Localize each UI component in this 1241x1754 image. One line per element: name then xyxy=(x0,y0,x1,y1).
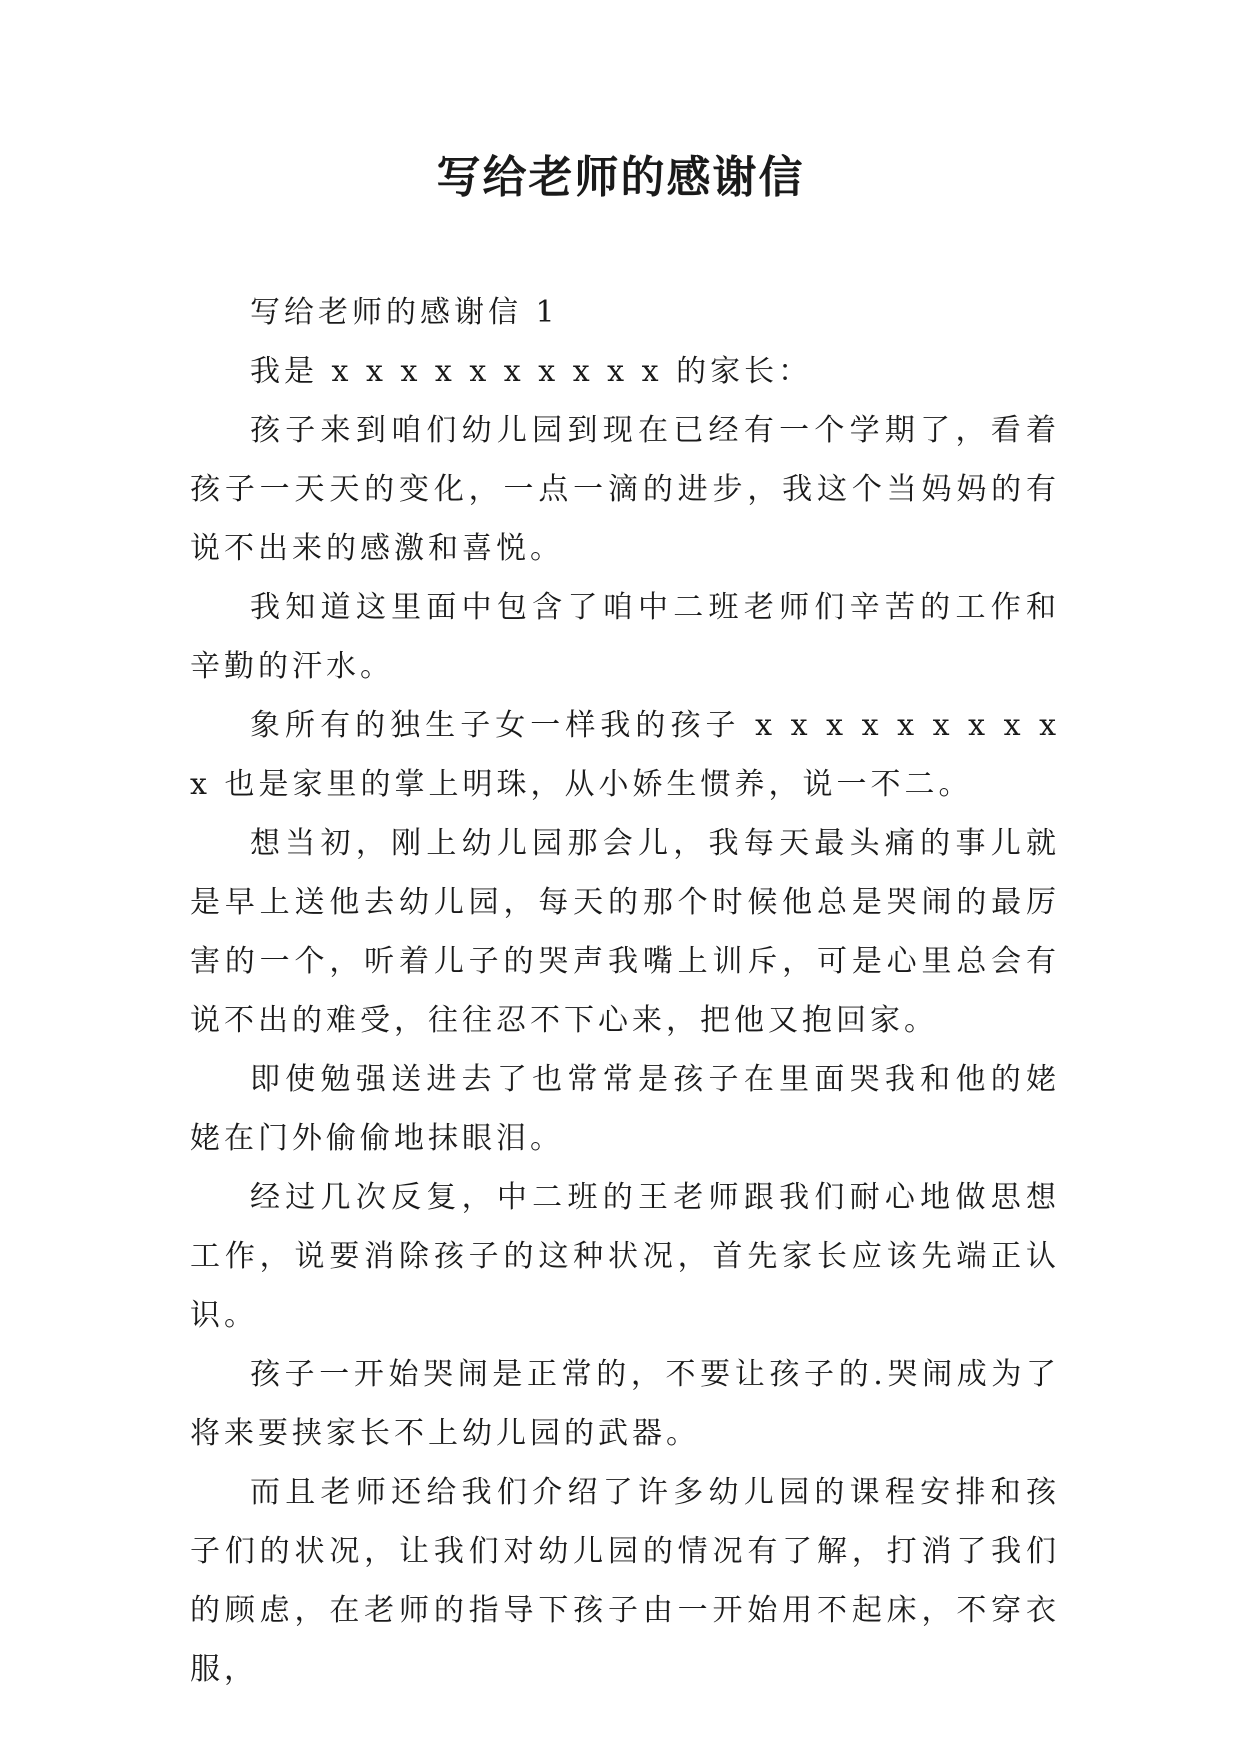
paragraph: 我是 x x x x x x x x x x 的家长： xyxy=(250,354,813,389)
paragraph: 想当初，刚上幼儿园那会儿，我每天最头痛的事儿就是早上送他去幼儿园，每天的那个时候他总是哭闹的最厉害的一个，听着儿子的哭声我嘴上训斥，可是心里总会有说不出的难受，往往忍不下心来，把他又抱回家。 xyxy=(190,826,1060,1038)
paragraph: 即使勉强送进去了也常常是孩子在里面哭我和他的姥姥在门外偷偷地抹眼泪。 xyxy=(190,1062,1060,1156)
paragraph: 孩子来到咱们幼儿园到现在已经有一个学期了，看着孩子一天天的变化，一点一滴的进步，我这个当妈妈的有说不出来的感激和喜悦。 xyxy=(190,413,1060,566)
paragraph: 而且老师还给我们介绍了许多幼儿园的课程安排和孩子们的状况，让我们对幼儿园的情况有了解，打消了我们的顾虑，在老师的指导下孩子由一开始用不起床，不穿衣服， xyxy=(190,1475,1060,1687)
paragraph: 写给老师的感谢信 1 xyxy=(250,295,559,330)
paragraph: 经过几次反复，中二班的王老师跟我们耐心地做思想工作，说要消除孩子的这种状况，首先家长应该先端正认识。 xyxy=(190,1180,1060,1333)
paragraph: 我知道这里面中包含了咱中二班老师们辛苦的工作和辛勤的汗水。 xyxy=(190,590,1060,684)
document-body xyxy=(190,283,1074,1699)
document-title: 写给老师的感谢信 xyxy=(436,152,805,203)
paragraph: 孩子一开始哭闹是正常的，不要让孩子的.哭闹成为了将来要挟家长不上幼儿园的武器。 xyxy=(190,1357,1060,1451)
paragraph: 象所有的独生子女一样我的孩子 x x x x x x x x x x 也是家里的掌上明珠，从小娇生惯养，说一不二。 xyxy=(190,708,1074,802)
